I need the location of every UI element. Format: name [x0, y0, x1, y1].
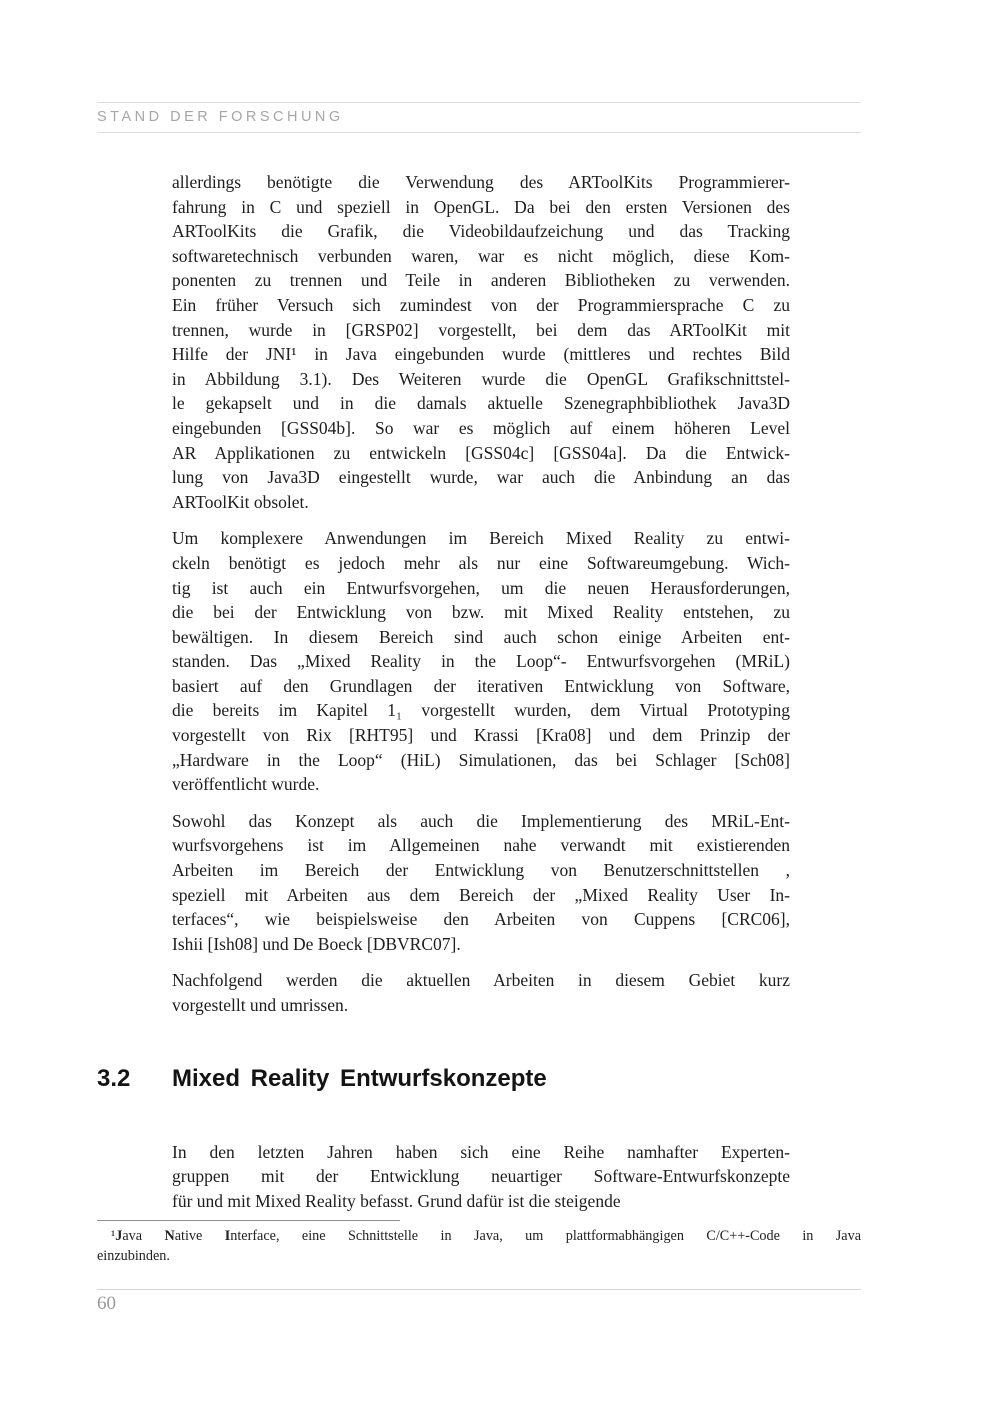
- text-line: terfaces“, wie beispielsweise den Arbeiten von Cuppens [CRC06],: [172, 909, 790, 930]
- text-line: „Hardware in the Loop“ (HiL) Simulationen, das bei Schlager [Sch08]: [172, 749, 790, 770]
- text-line: trennen, wurde in [GRSP02] vorgestellt, bei dem das ARToolKit mit: [172, 319, 790, 340]
- text-line: ARToolKit obsolet.: [172, 491, 309, 512]
- text-line: basiert auf den Grundlagen der iterativen Entwicklung von Software,: [172, 675, 790, 696]
- section-title: Mixed Reality Entwurfskonzepte: [172, 1064, 547, 1092]
- footnote-text-segment: nterface, eine Schnittstelle in Java, um plattformabhängigen C/C++-Code in Java: [230, 1228, 861, 1244]
- page-footer: [97, 1289, 861, 1315]
- text-line: allerdings benötigte die Verwendung des ARToolKits Programmierer-: [172, 172, 790, 192]
- text-line: vorgestellt von Rix [RHT95] und Krassi [Kra08] und dem Prinzip der: [172, 725, 790, 746]
- text-line: lung von Java3D eingestellt wurde, war auch die Anbindung an das: [172, 467, 790, 488]
- text-line: in Abbildung 3.1). Des Weiteren wurde die OpenGL Grafikschnittstel-: [172, 368, 790, 389]
- text-line: softwaretechnisch verbunden waren, war es nicht möglich, diese Kom-: [172, 245, 790, 266]
- paragraph: [172, 1140, 790, 1214]
- text-line: Arbeiten im Bereich der Entwicklung von Benutzerschnittstellen ,: [172, 860, 790, 881]
- page-header: [97, 102, 861, 133]
- footnote-text-segment: N: [164, 1228, 175, 1244]
- running-head: STAND DER FORSCHUNG: [97, 109, 344, 125]
- text-line: In den letzten Jahren haben sich eine Reihe namhafter Experten-: [172, 1141, 790, 1162]
- text-line: ckeln benötigt es jedoch mehr als nur eine Softwareumgebung. Wich-: [172, 552, 790, 573]
- footnote-text-segment: einzubinden.: [97, 1247, 170, 1264]
- text-line: le gekapselt und in die damals aktuelle Szenegraphbibliothek Java3D: [172, 393, 790, 414]
- text-line: speziell mit Arbeiten aus dem Bereich der „Mixed Reality User In-: [172, 884, 790, 905]
- text-line: Ishii [Ish08] und De Boeck [DBVRC07].: [172, 933, 461, 954]
- text-line: bewältigen. In diesem Bereich sind auch schon einige Arbeiten ent-: [172, 626, 790, 647]
- footnote-line: [97, 1227, 861, 1247]
- text-line: wurfsvorgehens ist im Allgemeinen nahe verwandt mit existierenden: [172, 835, 790, 856]
- section-heading: [97, 1064, 790, 1094]
- footnote-line: [97, 1247, 861, 1267]
- text-line: vorgestellt und umrissen.: [172, 995, 349, 1015]
- footnote-text-segment: J: [115, 1228, 123, 1244]
- text-line: die bereits im Kapitel 1₁ vorgestellt wurden, dem Virtual Prototyping: [172, 700, 790, 721]
- paragraph: [172, 968, 790, 1017]
- page-number: 60: [97, 1293, 116, 1314]
- text-line: Sowohl das Konzept als auch die Implementierung des MRiL-Ent-: [172, 810, 790, 831]
- section-number: 3.2: [97, 1064, 131, 1092]
- text-line: die bei der Entwicklung von bzw. mit Mixed Reality entstehen, zu: [172, 602, 790, 623]
- text-line: standen. Das „Mixed Reality in the Loop“- Entwurfsvorgehen (MRiL): [172, 651, 790, 672]
- text-line: tig ist auch ein Entwurfsvorgehen, um die neuen Herausforderungen,: [172, 577, 790, 598]
- text-line: gruppen mit der Entwicklung neuartiger Software-Entwurfskonzepte: [172, 1166, 790, 1187]
- text-line: ponenten zu trennen und Teile in anderen Bibliotheken zu verwenden.: [172, 270, 790, 291]
- text-line: veröffentlicht wurde.: [172, 774, 320, 795]
- text-flow: [97, 170, 790, 1225]
- text-line: Ein früher Versuch sich zumindest von der Programmiersprache C zu: [172, 294, 790, 315]
- text-line: eingebunden [GSS04b]. So war es möglich auf einem höheren Level: [172, 417, 790, 438]
- text-line: ARToolKits die Grafik, die Videobildaufzeichung und das Tracking: [172, 221, 790, 242]
- footnote-text-segment: ative: [174, 1228, 225, 1244]
- footnote-text-segment: I: [224, 1228, 231, 1244]
- footnote: [97, 1220, 861, 1266]
- text-line: Nachfolgend werden die aktuellen Arbeiten in diesem Gebiet kurz: [172, 970, 790, 991]
- text-line: fahrung in C und speziell in OpenGL. Da bei den ersten Versionen des: [172, 196, 790, 217]
- text-line: AR Applikationen zu entwickeln [GSS04c] [GSS04a]. Da die Entwick-: [172, 442, 790, 463]
- footnote-rule: [97, 1220, 400, 1221]
- text-line: für und mit Mixed Reality befasst. Grund dafür ist die steigende: [172, 1190, 621, 1211]
- text-line: Um komplexere Anwendungen im Bereich Mixed Reality zu entwi-: [172, 528, 790, 549]
- footnote-text-segment: ava: [122, 1228, 165, 1244]
- footnote-lines: [97, 1227, 861, 1266]
- footnote-text-segment: ¹: [111, 1228, 116, 1244]
- text-line: Hilfe der JNI¹ in Java eingebunden wurde (mittleres und rechtes Bild: [172, 344, 790, 365]
- paragraph: [172, 170, 790, 514]
- paragraph: [172, 526, 790, 797]
- paragraph: [172, 809, 790, 957]
